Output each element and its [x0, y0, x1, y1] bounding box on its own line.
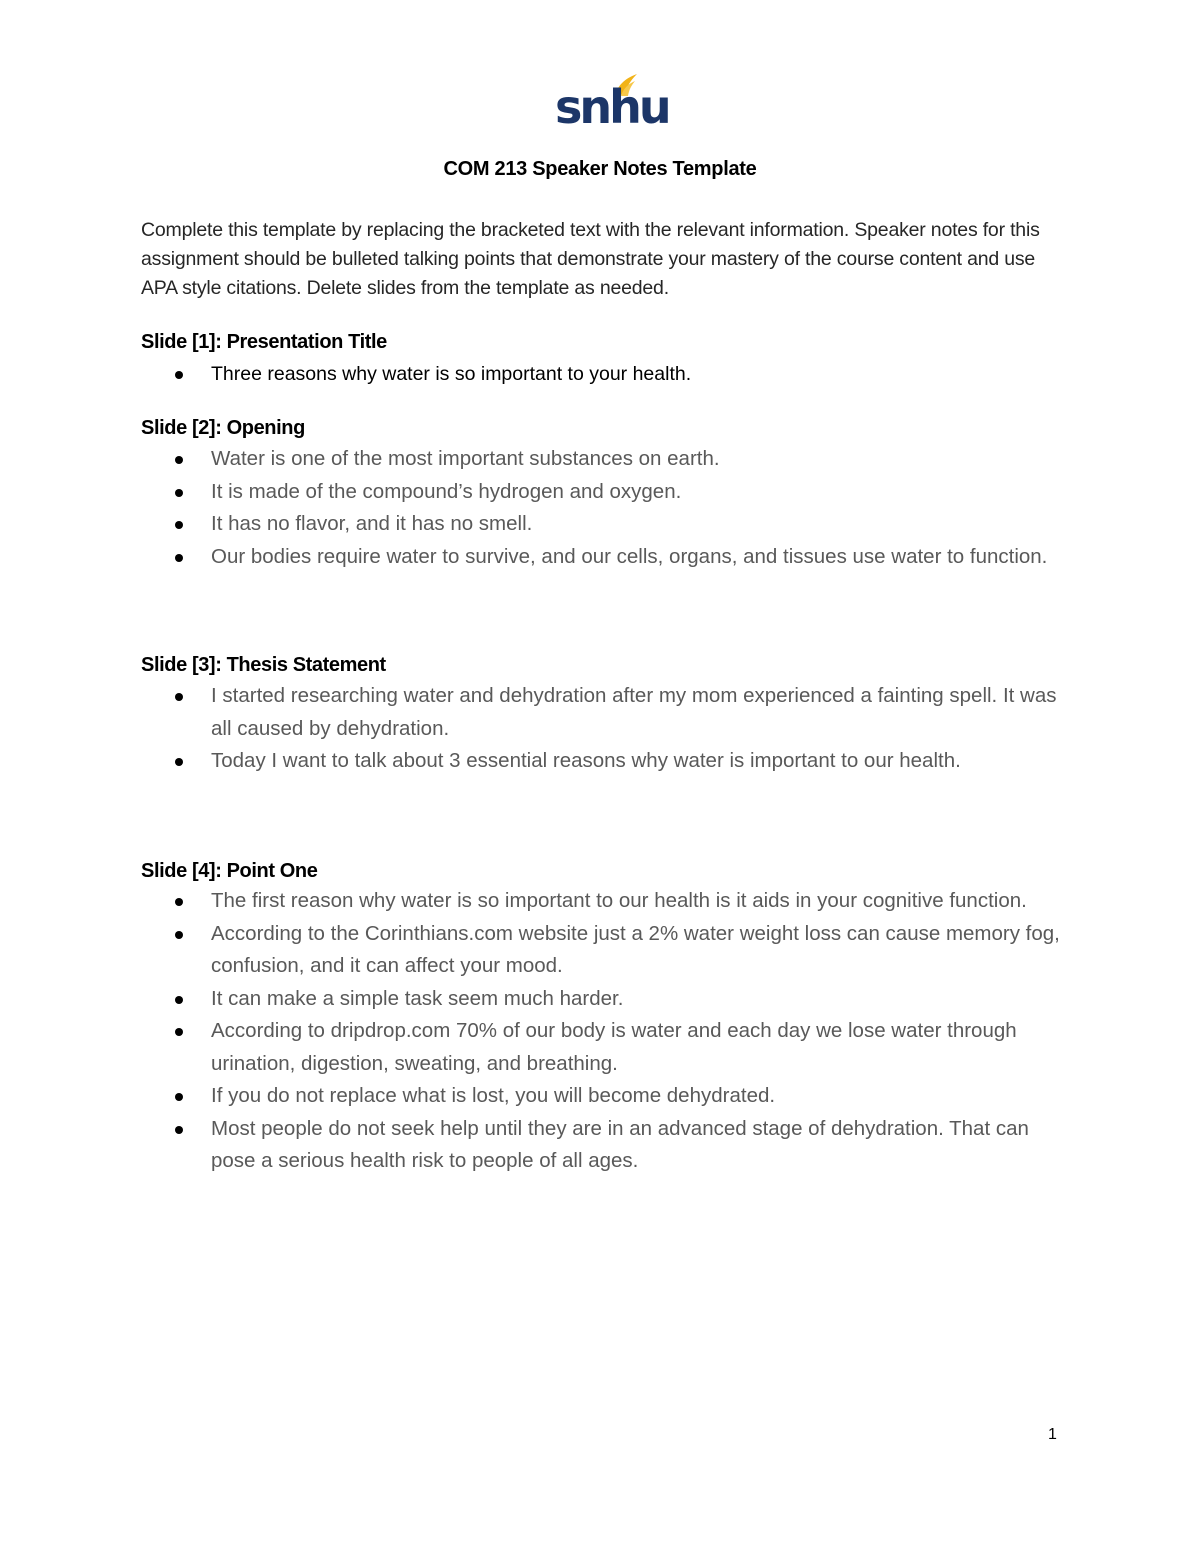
slide-2-heading: Slide [2]: Opening	[141, 417, 305, 439]
bullet-icon	[175, 931, 183, 939]
bullet-icon	[175, 693, 183, 701]
slide-3-heading: Slide [3]: Thesis Statement	[141, 654, 386, 676]
logo-text: snhu	[555, 80, 669, 134]
bullet-icon	[175, 371, 183, 379]
bullet-icon	[175, 489, 183, 497]
page-title: COM 213 Speaker Notes Template	[443, 158, 757, 180]
list-item: According to the Corinthians.com website just a 2% water weight loss can cause memory fog, confusion, and it can affect your mood.	[141, 918, 1071, 983]
bullet-icon	[175, 996, 183, 1004]
list-item: It is made of the compound’s hydrogen and oxygen.	[141, 476, 1071, 509]
list-item: The first reason why water is so important to our health is it aids in your cognitive function.	[141, 885, 1071, 918]
bullet-icon	[175, 1093, 183, 1101]
bullet-icon	[175, 456, 183, 464]
list-item: It can make a simple task seem much harder.	[141, 983, 1071, 1016]
list-item: Today I want to talk about 3 essential reasons why water is important to our health.	[141, 745, 1071, 778]
intro-paragraph: Complete this template by replacing the bracketed text with the relevant information. Speaker notes for this assignment should be bulleted talking points that demonstrate your mastery of the course content and use APA style citations. Delete slides from the template as needed.	[141, 219, 1040, 299]
list-item: Most people do not seek help until they are in an advanced stage of dehydration. That can pose a serious health risk to people of all ages.	[141, 1113, 1071, 1178]
slide-4-heading: Slide [4]: Point One	[141, 860, 318, 882]
list-item: If you do not replace what is lost, you will become dehydrated.	[141, 1080, 1071, 1113]
bullet-icon	[175, 521, 183, 529]
list-item: According to dripdrop.com 70% of our body is water and each day we lose water through urination, digestion, sweating, and breathing.	[141, 1015, 1071, 1080]
list-item: Three reasons why water is so important to your health.	[141, 358, 1071, 391]
bullet-icon	[175, 554, 183, 562]
slide-1-bullets	[141, 358, 1071, 391]
slide-4-bullets	[141, 885, 1071, 1178]
slide-1-heading: Slide [1]: Presentation Title	[141, 331, 387, 353]
slide-2-bullets	[141, 443, 1071, 573]
page-number: 1	[1048, 1426, 1057, 1443]
list-item: Water is one of the most important substances on earth.	[141, 443, 1071, 476]
snhu-logo	[555, 72, 669, 134]
list-item: It has no flavor, and it has no smell.	[141, 508, 1071, 541]
list-item: I started researching water and dehydration after my mom experienced a fainting spell. It was all caused by dehydration.	[141, 680, 1071, 745]
bullet-icon	[175, 1028, 183, 1036]
bullet-icon	[175, 898, 183, 906]
bullet-icon	[175, 1126, 183, 1134]
slide-3-bullets	[141, 680, 1071, 778]
bullet-icon	[175, 758, 183, 766]
list-item: Our bodies require water to survive, and our cells, organs, and tissues use water to function.	[141, 541, 1071, 574]
